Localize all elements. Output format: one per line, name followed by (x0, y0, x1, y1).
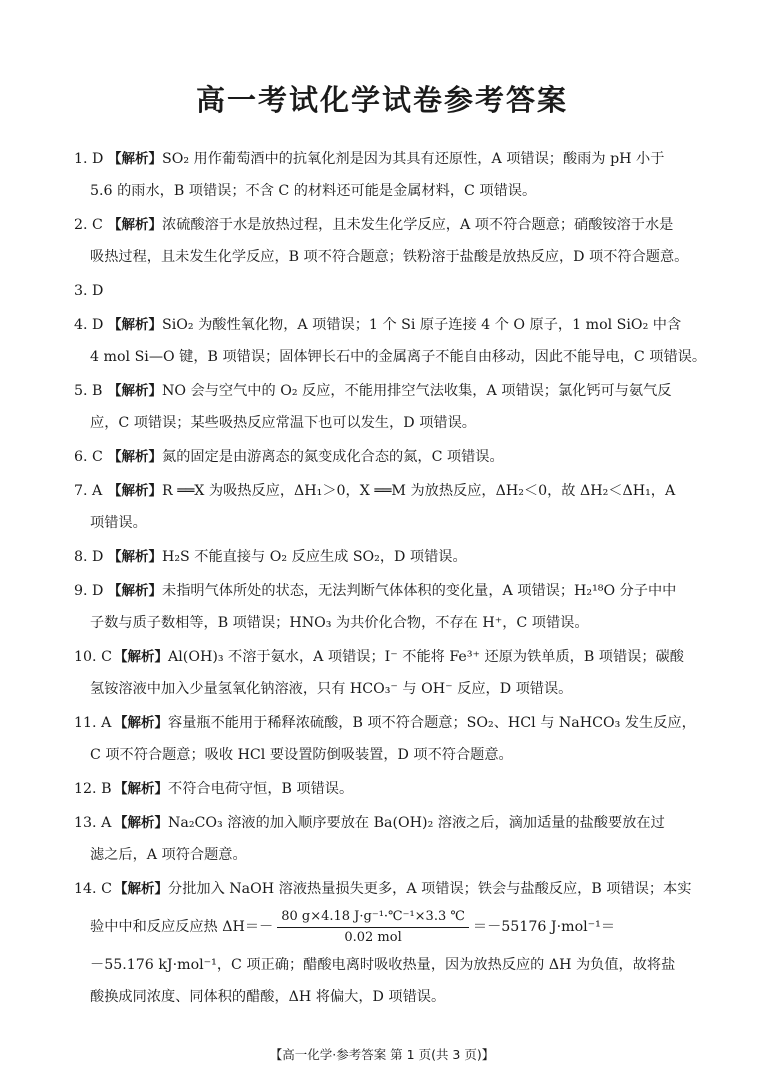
explanation-tag: 【解析】 (114, 781, 168, 797)
answer-content (114, 773, 353, 805)
explanation-tag: 【解析】 (108, 549, 162, 565)
answer-item (0, 541, 764, 573)
answer-continuation-line: 子数与质子数相等，B 项错误；HNO₃ 为共价化合物，不存在 H⁺，C 项错误。 (90, 615, 589, 631)
explanation-text: 浓硫酸溶于水是放热过程，且未发生化学反应，A 项不符合题意；硝酸铵溶于水是 (162, 217, 674, 233)
explanation-tag: 【解析】 (108, 217, 162, 233)
answer-number: 9. D (74, 583, 104, 599)
answer-item (0, 707, 764, 771)
answer-number: 5. B (74, 383, 103, 399)
answer-item (0, 309, 764, 373)
answer-item (0, 441, 764, 473)
answer-continuation-line: 滤之后，A 项符合题意。 (90, 847, 247, 863)
answer-number: 11. A (74, 715, 112, 731)
answer-number: 2. C (74, 217, 103, 233)
answer-number: 8. D (74, 549, 104, 565)
explanation-text: 分批加入 NaOH 溶液热量损失更多，A 项错误；铁会与盐酸反应，B 项错误；本实 (168, 881, 692, 897)
answer-first-line (0, 641, 764, 673)
answer-number: 14. C (74, 881, 112, 897)
answer-number: 13. A (74, 815, 112, 831)
answer-list (0, 143, 764, 1015)
page-footer: 【高一化学·参考答案 第 1 页(共 3 页)】 (269, 1047, 495, 1062)
answer-number: 4. D (74, 317, 104, 333)
answer-content (108, 375, 671, 407)
answer-continuation-line: 氢铵溶液中加入少量氢氧化钠溶液，只有 HCO₃⁻ 与 OH⁻ 反应，D 项错误。 (90, 681, 573, 697)
answer-continuation-line: 项错误。 (90, 515, 147, 531)
answer-content (108, 143, 664, 175)
answer-first-line (0, 209, 764, 241)
answer-item (0, 143, 764, 207)
answer-content (114, 873, 691, 905)
answer-number: 7. A (74, 483, 103, 499)
answer-continuation-line: 应，C 项错误；某些吸热反应常温下也可以发生，D 项错误。 (90, 415, 476, 431)
answer-item-14 (0, 873, 764, 1013)
formula-suffix: ＝－55176 J·mol⁻¹＝ (472, 919, 616, 935)
answer-item (0, 475, 764, 539)
answer-content (108, 441, 504, 473)
explanation-tag: 【解析】 (114, 815, 168, 831)
explanation-text: Na₂CO₃ 溶液的加入顺序要放在 Ba(OH)₂ 溶液之后，滴加适量的盐酸要放在过 (168, 815, 665, 831)
answer-continuation-line: 4 mol Si—O 键，B 项错误；固体钾长石中的金属离子不能自由移动，因此不能导电，C 项错误。 (90, 349, 707, 365)
answer-number: 1. D (74, 151, 104, 167)
answer-content (108, 309, 681, 341)
explanation-tag: 【解析】 (108, 583, 162, 599)
answer-continuation-line: －55.176 kJ·mol⁻¹，C 项正确；醋酸电离时吸收热量，因为放热反应的 ΔH 为负值，故将盐 (90, 957, 676, 973)
answer-item (0, 209, 764, 273)
answer-item (0, 773, 764, 805)
fraction (277, 907, 469, 948)
answer-content (108, 209, 673, 241)
explanation-tag: 【解析】 (114, 649, 168, 665)
explanation-tag: 【解析】 (108, 483, 162, 499)
answer-item (0, 575, 764, 639)
explanation-text: 不符合电荷守恒，B 项错误。 (168, 781, 354, 797)
explanation-text: SiO₂ 为酸性氧化物，A 项错误；1 个 Si 原子连接 4 个 O 原子，1 mol SiO₂ 中含 (162, 317, 682, 333)
answer-first-line (0, 275, 764, 307)
answer-item (0, 641, 764, 705)
answer-first-line (0, 707, 764, 739)
answer-item (0, 807, 764, 871)
answer-first-line (0, 575, 764, 607)
answer-continuation-line: 吸热过程，且未发生化学反应，B 项不符合题意；铁粉溶于盐酸是放热反应，D 项不符合题意。 (90, 249, 689, 265)
answer-content (108, 475, 675, 507)
answer-first-line (0, 441, 764, 473)
explanation-text: NO 会与空气中的 O₂ 反应，不能用排空气法收集，A 项错误；氯化钙可与氨气反 (162, 383, 672, 399)
answer-content (114, 807, 665, 839)
explanation-text: H₂S 不能直接与 O₂ 反应生成 SO₂，D 项错误。 (162, 549, 467, 565)
explanation-text: 氮的固定是由游离态的氮变成化合态的氮，C 项错误。 (162, 449, 504, 465)
explanation-text: R ══X 为吸热反应，ΔH₁＞0，X ══M 为放热反应，ΔH₂＜0，故 ΔH₂＜ΔH₁，A (162, 483, 676, 499)
formula-line (0, 905, 764, 949)
answer-continuation-line: C 项不符合题意；吸收 HCl 要设置防倒吸装置，D 项不符合题意。 (90, 747, 513, 763)
answer-continuation-line: 酸换成同浓度、同体积的醋酸，ΔH 将偏大，D 项错误。 (90, 989, 446, 1005)
answer-first-line (0, 475, 764, 507)
answer-content (108, 575, 676, 607)
explanation-tag: 【解析】 (108, 449, 162, 465)
formula-prefix: 验中中和反应反应热 ΔH＝－ (90, 919, 274, 935)
answer-first-line (0, 309, 764, 341)
explanation-text: Al(OH)₃ 不溶于氨水，A 项错误；I⁻ 不能将 Fe³⁺ 还原为铁单质，B 项错误；碳酸 (168, 649, 684, 665)
page-title: 高一考试化学试卷参考答案 (195, 83, 568, 117)
explanation-tag: 【解析】 (114, 715, 168, 731)
explanation-tag: 【解析】 (114, 881, 168, 897)
answer-first-line (0, 773, 764, 805)
answer-first-line (0, 143, 764, 175)
answer-first-line (0, 541, 764, 573)
answer-number: 3. D (74, 283, 104, 299)
answer-item (0, 375, 764, 439)
answer-item (0, 275, 764, 307)
answer-content (114, 707, 696, 739)
answer-content (108, 541, 467, 573)
answer-first-line (0, 873, 764, 905)
answer-content (114, 641, 684, 673)
answer-first-line (0, 807, 764, 839)
explanation-tag: 【解析】 (108, 317, 162, 333)
explanation-text: SO₂ 用作葡萄酒中的抗氧化剂是因为其具有还原性，A 项错误；酸雨为 pH 小于 (162, 151, 665, 167)
answer-number: 10. C (74, 649, 112, 665)
explanation-text: 未指明气体所处的状态，无法判断气体体积的变化量，A 项错误；H₂¹⁸O 分子中中 (162, 583, 677, 599)
explanation-text: 容量瓶不能用于稀释浓硫酸，B 项不符合题意；SO₂、HCl 与 NaHCO₃ 发生反应， (168, 715, 696, 731)
fraction-denominator: 0.02 mol (344, 929, 402, 945)
answer-number: 6. C (74, 449, 103, 465)
fraction-numerator: 80 g×4.18 J·g⁻¹·℃⁻¹×3.3 ℃ (277, 907, 469, 928)
explanation-tag: 【解析】 (108, 383, 162, 399)
answer-first-line (0, 375, 764, 407)
answer-continuation-line: 5.6 的雨水，B 项错误；不含 C 的材料还可能是金属材料，C 项错误。 (90, 183, 537, 199)
explanation-tag: 【解析】 (108, 151, 162, 167)
answer-number: 12. B (74, 781, 112, 797)
